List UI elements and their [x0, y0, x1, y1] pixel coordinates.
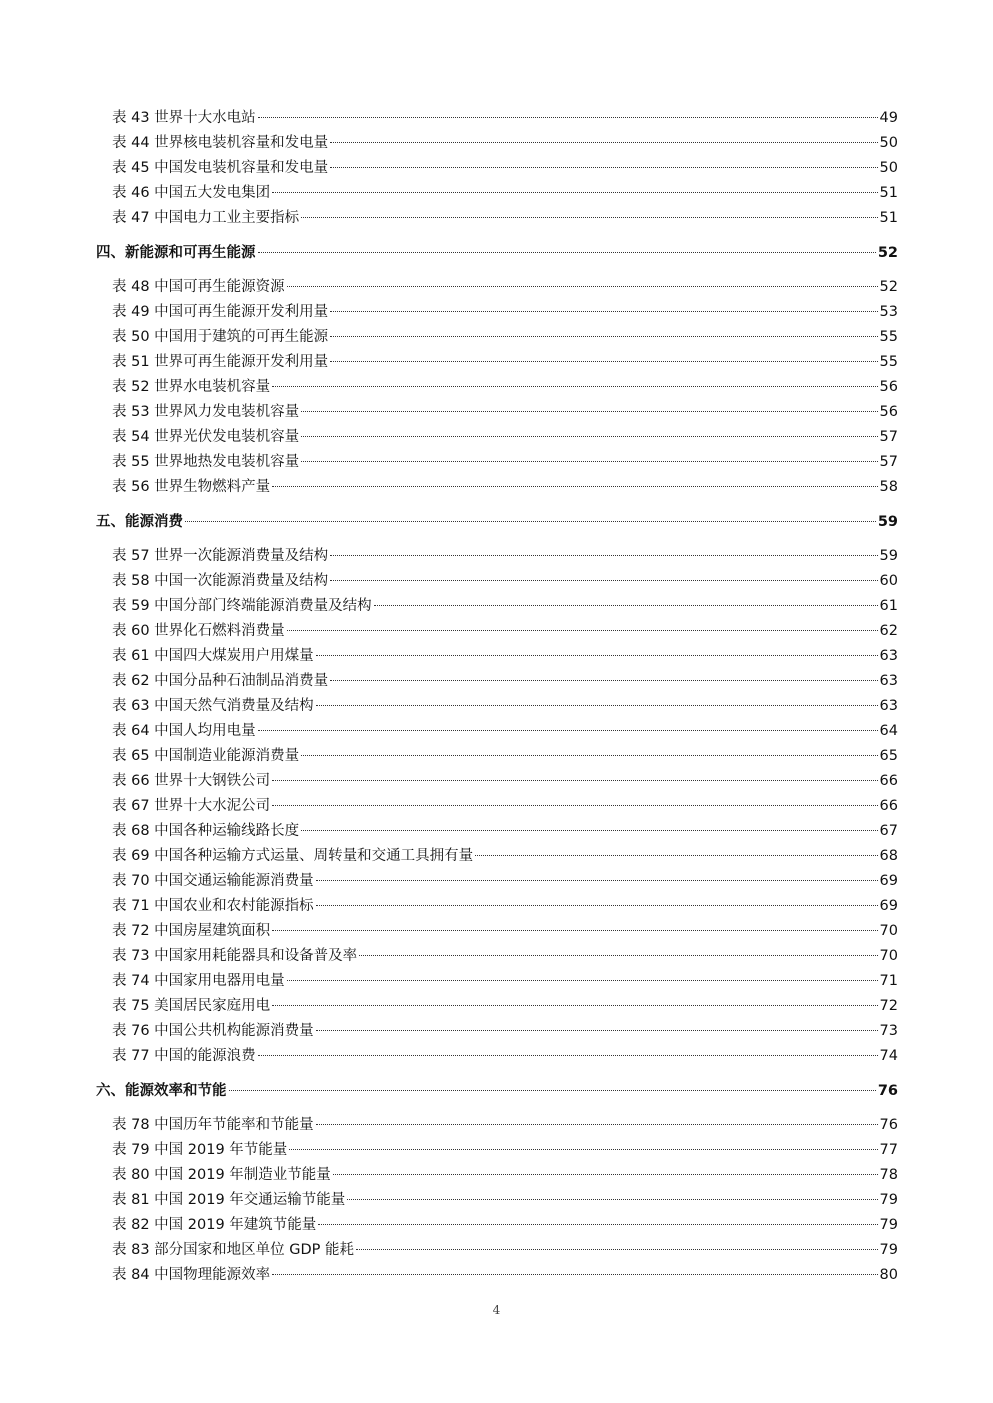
dot-leader	[330, 555, 877, 556]
dot-leader	[330, 361, 877, 362]
dot-leader	[287, 630, 878, 631]
dot-leader	[330, 142, 877, 143]
dot-leader	[301, 830, 877, 831]
dot-leader	[333, 1174, 878, 1175]
toc-page-number: 64	[879, 723, 898, 739]
dot-leader	[287, 980, 878, 981]
toc-entry[interactable]	[96, 475, 898, 500]
toc-entry-label: 表 68 中国各种运输线路长度	[112, 823, 300, 839]
toc-entry-label: 六、能源效率和节能	[96, 1083, 227, 1099]
dot-leader	[316, 880, 878, 881]
dot-leader	[258, 252, 876, 253]
toc-entry-label: 表 54 世界光伏发电装机容量	[112, 429, 300, 445]
toc-page-number: 67	[879, 823, 898, 839]
toc-page-number: 59	[879, 548, 898, 564]
toc-entry-label: 表 59 中国分部门终端能源消费量及结构	[112, 598, 372, 614]
table-of-contents	[96, 106, 898, 1288]
toc-page-number: 57	[879, 429, 898, 445]
toc-page-number: 49	[879, 110, 898, 126]
toc-page-number: 63	[879, 648, 898, 664]
toc-entry[interactable]	[96, 869, 898, 894]
toc-entry[interactable]	[96, 944, 898, 969]
toc-page-number: 56	[879, 379, 898, 395]
toc-page-number: 68	[879, 848, 898, 864]
dot-leader	[272, 486, 877, 487]
toc-entry[interactable]	[96, 1019, 898, 1044]
dot-leader	[316, 655, 878, 656]
toc-section-heading[interactable]	[96, 231, 898, 275]
toc-entry-label: 表 74 中国家用电器用电量	[112, 973, 285, 989]
toc-entry-label: 五、能源消费	[96, 514, 183, 530]
toc-entry-label: 四、新能源和可再生能源	[96, 245, 256, 261]
toc-section-heading[interactable]	[96, 1069, 898, 1113]
dot-leader	[272, 192, 877, 193]
dot-leader	[330, 680, 877, 681]
toc-entry[interactable]	[96, 919, 898, 944]
toc-entry-label: 表 81 中国 2019 年交通运输节能量	[112, 1192, 346, 1208]
toc-page-number: 63	[879, 698, 898, 714]
toc-entry[interactable]	[96, 400, 898, 425]
dot-leader	[301, 217, 877, 218]
toc-entry-label: 表 73 中国家用耗能器具和设备普及率	[112, 948, 358, 964]
toc-page-number: 50	[879, 160, 898, 176]
toc-page-number: 72	[879, 998, 898, 1014]
toc-entry-label: 表 47 中国电力工业主要指标	[112, 210, 300, 226]
toc-page-number: 78	[879, 1167, 898, 1183]
toc-entry-label: 表 67 世界十大水泥公司	[112, 798, 271, 814]
toc-entry[interactable]	[96, 644, 898, 669]
toc-entry-label: 表 79 中国 2019 年节能量	[112, 1142, 288, 1158]
toc-entry-label: 表 65 中国制造业能源消费量	[112, 748, 300, 764]
toc-entry-label: 表 51 世界可再生能源开发利用量	[112, 354, 329, 370]
toc-entry-label: 表 43 世界十大水电站	[112, 110, 256, 126]
dot-leader	[316, 705, 878, 706]
dot-leader	[301, 411, 877, 412]
dot-leader	[287, 286, 878, 287]
toc-page-number: 52	[879, 279, 898, 295]
toc-page-number: 50	[879, 135, 898, 151]
toc-page-number: 59	[877, 514, 898, 530]
toc-page-number: 69	[879, 898, 898, 914]
toc-entry[interactable]	[96, 325, 898, 350]
toc-entry-label: 表 72 中国房屋建筑面积	[112, 923, 271, 939]
dot-leader	[258, 1055, 878, 1056]
dot-leader	[301, 755, 877, 756]
toc-entry[interactable]	[96, 350, 898, 375]
dot-leader	[272, 930, 877, 931]
toc-entry[interactable]	[96, 794, 898, 819]
toc-entry[interactable]	[96, 969, 898, 994]
dot-leader	[356, 1249, 878, 1250]
toc-entry-label: 表 80 中国 2019 年制造业节能量	[112, 1167, 331, 1183]
toc-entry-label: 表 58 中国一次能源消费量及结构	[112, 573, 329, 589]
dot-leader	[316, 1030, 878, 1031]
toc-entry-label: 表 70 中国交通运输能源消费量	[112, 873, 314, 889]
dot-leader	[330, 580, 877, 581]
toc-page-number: 60	[879, 573, 898, 589]
toc-entry-label: 表 60 世界化石燃料消费量	[112, 623, 285, 639]
page-number: 4	[492, 1303, 501, 1317]
dot-leader	[272, 1274, 877, 1275]
dot-leader	[301, 461, 877, 462]
toc-entry[interactable]	[96, 694, 898, 719]
toc-page-number: 77	[879, 1142, 898, 1158]
dot-leader	[185, 521, 876, 522]
toc-page-number: 80	[879, 1267, 898, 1283]
toc-entry[interactable]	[96, 669, 898, 694]
toc-entry[interactable]	[96, 1213, 898, 1238]
toc-entry[interactable]	[96, 619, 898, 644]
toc-entry-label: 表 62 中国分品种石油制品消费量	[112, 673, 329, 689]
toc-entry[interactable]	[96, 569, 898, 594]
toc-entry[interactable]	[96, 719, 898, 744]
toc-page-number: 51	[879, 185, 898, 201]
toc-entry-label: 表 77 中国的能源浪费	[112, 1048, 256, 1064]
toc-entry-label: 表 55 世界地热发电装机容量	[112, 454, 300, 470]
dot-leader	[359, 955, 877, 956]
dot-leader	[258, 730, 878, 731]
toc-entry[interactable]	[96, 181, 898, 206]
toc-entry[interactable]	[96, 819, 898, 844]
toc-entry[interactable]	[96, 375, 898, 400]
dot-leader	[229, 1090, 876, 1091]
toc-page-number: 79	[879, 1192, 898, 1208]
toc-page-number: 79	[879, 1242, 898, 1258]
dot-leader	[330, 336, 877, 337]
toc-entry[interactable]	[96, 300, 898, 325]
toc-entry-label: 表 64 中国人均用电量	[112, 723, 256, 739]
toc-entry-label: 表 45 中国发电装机容量和发电量	[112, 160, 329, 176]
dot-leader	[316, 905, 878, 906]
dot-leader	[374, 605, 878, 606]
dot-leader	[318, 1224, 877, 1225]
toc-entry-label: 表 66 世界十大钢铁公司	[112, 773, 271, 789]
dot-leader	[272, 780, 877, 781]
toc-page-number: 76	[877, 1083, 898, 1099]
toc-page-number: 55	[879, 329, 898, 345]
toc-entry-label: 表 84 中国物理能源效率	[112, 1267, 271, 1283]
dot-leader	[272, 386, 877, 387]
dot-leader	[272, 805, 877, 806]
dot-leader	[347, 1199, 877, 1200]
toc-entry-label: 表 52 世界水电装机容量	[112, 379, 271, 395]
dot-leader	[316, 1124, 878, 1125]
toc-entry[interactable]	[96, 425, 898, 450]
toc-entry[interactable]	[96, 1188, 898, 1213]
toc-entry[interactable]	[96, 1044, 898, 1069]
dot-leader	[301, 436, 877, 437]
toc-page-number: 62	[879, 623, 898, 639]
toc-entry[interactable]	[96, 769, 898, 794]
toc-section-heading[interactable]	[96, 500, 898, 544]
toc-page-number: 55	[879, 354, 898, 370]
toc-entry-label: 表 71 中国农业和农村能源指标	[112, 898, 314, 914]
toc-entry[interactable]	[96, 1113, 898, 1138]
toc-entry-label: 表 53 世界风力发电装机容量	[112, 404, 300, 420]
dot-leader	[475, 855, 877, 856]
toc-page-number: 66	[879, 798, 898, 814]
toc-page-number: 69	[879, 873, 898, 889]
toc-entry[interactable]	[96, 1238, 898, 1263]
toc-page-number: 70	[879, 923, 898, 939]
toc-entry[interactable]	[96, 131, 898, 156]
toc-entry-label: 表 83 部分国家和地区单位 GDP 能耗	[112, 1242, 355, 1258]
toc-page-number: 57	[879, 454, 898, 470]
toc-page-number: 56	[879, 404, 898, 420]
toc-entry-label: 表 57 世界一次能源消费量及结构	[112, 548, 329, 564]
toc-entry[interactable]	[96, 1138, 898, 1163]
toc-entry[interactable]	[96, 994, 898, 1019]
toc-page-number: 70	[879, 948, 898, 964]
toc-page-number: 66	[879, 773, 898, 789]
toc-entry-label: 表 48 中国可再生能源资源	[112, 279, 285, 295]
toc-entry-label: 表 75 美国居民家庭用电	[112, 998, 271, 1014]
toc-entry-label: 表 50 中国用于建筑的可再生能源	[112, 329, 329, 345]
toc-entry[interactable]	[96, 156, 898, 181]
toc-page-number: 74	[879, 1048, 898, 1064]
dot-leader	[330, 167, 877, 168]
toc-page-number: 61	[879, 598, 898, 614]
toc-entry-label: 表 56 世界生物燃料产量	[112, 479, 271, 495]
toc-entry-label: 表 76 中国公共机构能源消费量	[112, 1023, 314, 1039]
toc-page-number: 53	[879, 304, 898, 320]
toc-page-number: 63	[879, 673, 898, 689]
toc-entry-label: 表 82 中国 2019 年建筑节能量	[112, 1217, 317, 1233]
toc-entry-label: 表 63 中国天然气消费量及结构	[112, 698, 314, 714]
dot-leader	[272, 1005, 877, 1006]
dot-leader	[330, 311, 877, 312]
toc-entry[interactable]	[96, 544, 898, 569]
toc-page-number: 51	[879, 210, 898, 226]
toc-page-number: 73	[879, 1023, 898, 1039]
toc-entry[interactable]	[96, 894, 898, 919]
toc-entry[interactable]	[96, 275, 898, 300]
toc-entry-label: 表 44 世界核电装机容量和发电量	[112, 135, 329, 151]
dot-leader	[258, 117, 878, 118]
toc-entry-label: 表 49 中国可再生能源开发利用量	[112, 304, 329, 320]
toc-page-number: 76	[879, 1117, 898, 1133]
toc-entry-label: 表 61 中国四大煤炭用户用煤量	[112, 648, 314, 664]
toc-page-number: 79	[879, 1217, 898, 1233]
toc-entry[interactable]	[96, 594, 898, 619]
toc-entry[interactable]	[96, 206, 898, 231]
toc-entry[interactable]	[96, 450, 898, 475]
toc-entry-label: 表 46 中国五大发电集团	[112, 185, 271, 201]
toc-entry[interactable]	[96, 106, 898, 131]
toc-page-number: 65	[879, 748, 898, 764]
toc-entry[interactable]	[96, 744, 898, 769]
toc-entry-label: 表 78 中国历年节能率和节能量	[112, 1117, 314, 1133]
toc-entry-label: 表 69 中国各种运输方式运量、周转量和交通工具拥有量	[112, 848, 474, 864]
dot-leader	[289, 1149, 877, 1150]
toc-page-number: 71	[879, 973, 898, 989]
toc-entry[interactable]	[96, 844, 898, 869]
toc-entry[interactable]	[96, 1263, 898, 1288]
toc-page-number: 58	[879, 479, 898, 495]
toc-page-number: 52	[877, 245, 898, 261]
toc-entry[interactable]	[96, 1163, 898, 1188]
